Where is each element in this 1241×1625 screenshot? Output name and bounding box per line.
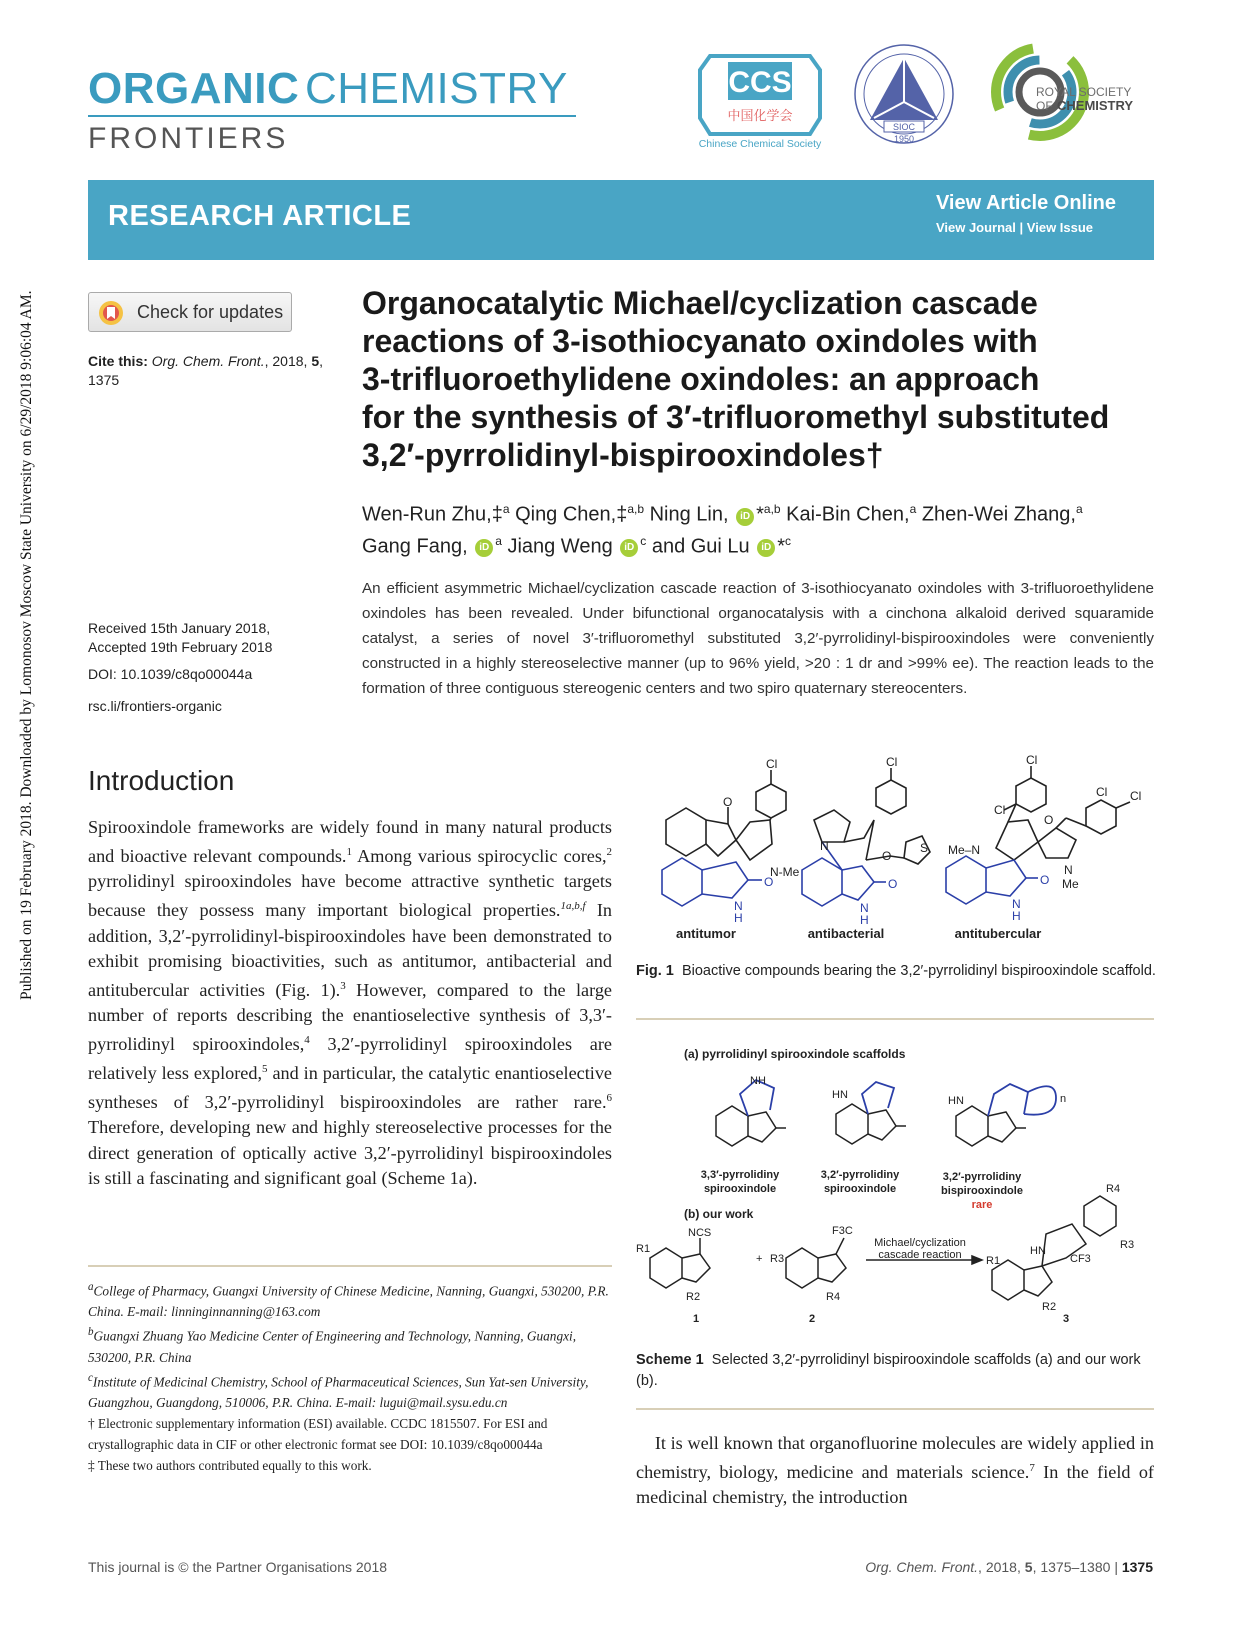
- view-article-online-link[interactable]: View Article Online: [935, 192, 1116, 214]
- title-line: Organocatalytic Michael/cyclization cascade: [362, 285, 1038, 321]
- atom-label: H: [1012, 909, 1021, 923]
- svg-text:3,2′-pyrrolidiny: 3,2′-pyrrolidiny: [820, 1169, 900, 1181]
- ref-link[interactable]: 5: [262, 1063, 268, 1076]
- compound-label: antibacterial: [807, 926, 885, 941]
- svg-text:HN: HN: [948, 1095, 964, 1107]
- svg-text:R4: R4: [826, 1291, 841, 1303]
- check-updates-button[interactable]: [88, 292, 292, 332]
- cite-label: Cite this:: [88, 353, 148, 369]
- body-paragraph: It is well known that organofluorine molecules are widely applied in chemistry, biology, medicine and materials science.$^7$ In the field of medicinal chemistry, the introduction: [636, 1433, 1155, 1508]
- atom-label: Cl: [766, 757, 778, 771]
- accepted-date: Accepted 19th February 2018: [88, 639, 273, 655]
- check-updates-label: Check for updates: [137, 302, 284, 322]
- journal-link[interactable]: rsc.li/frontiers-organic: [88, 698, 222, 714]
- svg-text:3,2′-pyrrolidiny: 3,2′-pyrrolidiny: [942, 1171, 1022, 1183]
- author-name[interactable]: Wen-Run Zhu,: [362, 503, 492, 526]
- svg-text:bispirooxindole: bispirooxindole: [941, 1185, 1023, 1197]
- masthead-rule: [88, 115, 576, 117]
- svg-text:n: n: [1060, 1093, 1067, 1105]
- title-line: for the synthesis of 3′-trifluoromethyl substituted: [362, 399, 1110, 435]
- atom-label: Cl: [994, 803, 1006, 817]
- svg-text:R2: R2: [686, 1291, 701, 1303]
- svg-text:spirooxindole: spirooxindole: [703, 1183, 777, 1195]
- atom-label: Cl: [1096, 785, 1108, 799]
- svg-text:R3: R3: [770, 1253, 785, 1265]
- title-line: 3,2′-pyrrolidinyl-bispirooxindoles†: [362, 437, 884, 473]
- doi[interactable]: DOI: 10.1039/c8qo00044a: [88, 666, 253, 682]
- scheme-part-a: (a) pyrrolidinyl spirooxindole scaffolds: [684, 1047, 906, 1061]
- atom-label: N: [820, 839, 829, 853]
- author-name[interactable]: Jiang Weng: [507, 535, 613, 558]
- svg-text:R4: R4: [1106, 1183, 1121, 1195]
- footnotes: [88, 1277, 612, 1476]
- page-number: 1375: [1121, 1559, 1153, 1575]
- orcid-icon[interactable]: iD: [620, 539, 638, 557]
- footer-copyright: This journal is © the Partner Organisations 2018: [88, 1559, 388, 1575]
- affiliation-b: $^b$Guangxi Zhuang Yao Medicine Center of Engineering and Technology, Nanning, Guangxi, 530200, P.R. China: [88, 1326, 577, 1365]
- journal-subtitle: FRONTIERS: [88, 122, 289, 155]
- scheme-part-b: (b) our work: [684, 1207, 754, 1221]
- scheme-1: [636, 1038, 1156, 1338]
- sioc-logo[interactable]: [852, 42, 956, 150]
- affiliation-a: $^a$College of Pharmacy, Guangxi University of Chinese Medicine, Nanning, Guangxi, 530200, P.R. China. E-mail: linninginnanning@163.com: [88, 1281, 609, 1320]
- journal-name-bold: ORGANIC: [88, 64, 300, 113]
- svg-text:R1: R1: [986, 1255, 1001, 1267]
- atom-label: Cl: [1026, 753, 1038, 767]
- title-line: reactions of 3-isothiocyanato oxindoles with: [362, 323, 1038, 359]
- figure-1-caption: Fig. 1 Bioactive compounds bearing the 3,2′-pyrrolidinyl bispirooxindole scaffold.: [636, 963, 1156, 979]
- equal-contribution-note: ‡ These two authors contributed equally to this work.: [88, 1458, 372, 1474]
- orcid-icon[interactable]: iD: [757, 539, 775, 557]
- sioc-label: SIOC: [892, 122, 916, 132]
- cite-journal: Org. Chem. Front.: [151, 353, 265, 369]
- arrow-label: Michael/cyclization: [874, 1237, 966, 1249]
- compound-label: antitumor: [676, 926, 736, 941]
- atom-label: O: [1040, 873, 1050, 887]
- journal-name-rest: CHEMISTRY: [305, 64, 568, 113]
- svg-text:3,3′-pyrrolidiny: 3,3′-pyrrolidiny: [700, 1169, 780, 1181]
- atom-label: O: [1044, 813, 1054, 827]
- rsc-line1: ROYAL SOCIETY: [1036, 85, 1132, 99]
- compound-number: 1: [692, 1313, 700, 1325]
- ref-link[interactable]: 1a,b,f: [560, 900, 586, 913]
- atom-label: N: [1012, 897, 1021, 911]
- atom-label: N: [860, 901, 869, 915]
- atom-label: N: [734, 899, 743, 913]
- atom-label: S: [920, 841, 929, 855]
- atom-label: Cl: [1130, 789, 1142, 803]
- svg-text:R1: R1: [636, 1243, 651, 1255]
- article-type: RESEARCH ARTICLE: [108, 200, 412, 232]
- atom-label: O: [882, 849, 892, 863]
- ref-link[interactable]: 3: [340, 979, 346, 992]
- affiliation-c: $^c$Institute of Medicinal Chemistry, School of Pharmaceutical Sciences, Sun Yat-sen University, Guangzhou, Guangdong, 510006, P.R. China. E-mail: lugui@mail.sysu.edu.cn: [88, 1371, 589, 1411]
- svg-text:R2: R2: [1042, 1301, 1057, 1313]
- compound-number: 2: [808, 1313, 816, 1325]
- atom-label: Me: [1062, 877, 1079, 891]
- article-banner: [88, 180, 1154, 260]
- arrow-label: cascade reaction: [878, 1249, 962, 1261]
- compound-number: 3: [1062, 1313, 1070, 1325]
- section-heading: Introduction: [88, 765, 235, 796]
- author-name[interactable]: Qing Chen,: [515, 503, 617, 526]
- orcid-icon[interactable]: iD: [475, 539, 493, 557]
- atom-label: O: [764, 875, 774, 889]
- svg-text:+: +: [756, 1253, 763, 1265]
- download-notice: Published on 19 February 2018. Downloaded by Lomonosov Moscow State University on 6/29/2018 9:06:04 AM.: [18, 290, 35, 1000]
- svg-text:spirooxindole: spirooxindole: [823, 1183, 897, 1195]
- received-date: Received 15th January 2018,: [88, 620, 271, 636]
- atom-label: N-Me: [770, 865, 800, 879]
- rare-label: rare: [971, 1199, 993, 1211]
- author-name[interactable]: and Gui Lu: [651, 535, 750, 558]
- article-title: [362, 284, 1152, 474]
- figure-1: [636, 753, 1156, 942]
- view-issue-link[interactable]: View Issue: [1026, 220, 1094, 235]
- footer-citation: Org. Chem. Front., 2018, 5, 1375–1380 | 1375: [865, 1559, 1153, 1575]
- ref-link[interactable]: 6: [606, 1092, 612, 1105]
- atom-label: O: [888, 877, 898, 891]
- citation: Cite this: Org. Chem. Front., 2018, 5, 1375: [88, 353, 323, 388]
- atom-label: O: [723, 795, 733, 809]
- caption-label: Scheme 1: [636, 1352, 704, 1368]
- svg-text:CF3: CF3: [1070, 1253, 1091, 1265]
- rsc-logo[interactable]: [990, 42, 1150, 147]
- ref-link[interactable]: 4: [304, 1033, 310, 1046]
- cite-year: 2018,: [272, 353, 308, 369]
- atom-label: N: [1064, 863, 1073, 877]
- figure-divider: [636, 1018, 1154, 1020]
- footnote-divider: [88, 1265, 612, 1267]
- orcid-icon[interactable]: iD: [736, 508, 754, 526]
- cite-volume: 5: [311, 353, 320, 369]
- ccs-logo-en: Chinese Chemical Society: [698, 138, 822, 150]
- caption-label: Fig. 1: [636, 963, 674, 979]
- scheme-divider: [636, 1408, 1154, 1410]
- author-name[interactable]: Kai-Bin Chen,: [786, 503, 910, 526]
- svg-text:NCS: NCS: [688, 1227, 712, 1239]
- cite-pages: 1375: [88, 372, 120, 388]
- view-journal-link[interactable]: View Journal: [935, 220, 1016, 235]
- ccs-logo-text: CCS: [728, 66, 792, 99]
- bookmark-icon: [97, 299, 125, 327]
- abstract: An efficient asymmetric Michael/cyclization cascade reaction of 3-isothiocyanato oxindoles with 3-trifluoroethylidene oxindoles has been revealed. Under bifunctional organocatalysis with a cinchona alkaloid derived squaramide catalyst, a series of novel 3′-trifluoromethyl substituted 3,2′-pyrrolidinyl-bispirooxindoles were conveniently constructed in a highly stereoselective manner (up to 96% yield, >20 : 1 dr and >99% ee). The reaction leads to the formation of three contiguous stereogenic centers and two spiro quaternary stereocenters.: [362, 580, 1154, 697]
- atom-label: Cl: [886, 755, 898, 769]
- atom-label: Me–N: [948, 843, 981, 857]
- rsc-line2: CHEMISTRY: [1057, 98, 1134, 113]
- sioc-year: 1950: [893, 134, 915, 144]
- svg-text:NH: NH: [750, 1075, 766, 1087]
- atom-label: H: [860, 913, 869, 927]
- author-name[interactable]: Gang Fang,: [362, 535, 468, 558]
- scheme-1-caption: Scheme 1 Selected 3,2′-pyrrolidinyl bispirooxindole scaffolds (a) and our work (b).: [636, 1352, 1141, 1389]
- atom-label: H: [734, 911, 743, 925]
- ref-link[interactable]: 1: [346, 846, 352, 859]
- svg-text:F3C: F3C: [832, 1225, 853, 1237]
- ref-link[interactable]: 2: [606, 846, 612, 859]
- link-separator: |: [1019, 220, 1024, 235]
- ccs-logo[interactable]: [690, 40, 830, 152]
- svg-text:HN: HN: [1030, 1245, 1046, 1257]
- intro-paragraph: Spirooxindole frameworks are widely found in many natural products and bioactive relevant compounds.$^1$ Among various spirocyclic cores,$^2$ pyrrolidinyl spirooxindoles have become attractive synthetic targets because they possess many important biological properties.$^{1a,b,f}$ In addition, 3,2′-pyrrolidinyl-bispirooxindoles have been demonstrated to exhibit promising bioactivities, such as antitumor, antibacterial and antitubercular activities (Fig. 1).$^3$ However, compared to the large number of reports describing the enantioselective synthesis of 3,3′-pyrrolidinyl spirooxindoles,$^4$ 3,2′-pyrrolidinyl spirooxindoles are relatively less explored,$^5$ and in particular, the catalytic enantioselective syntheses of 3,2′-pyrrolidinyl bispirooxindoles are rather rare.$^6$ Therefore, developing new and highly stereoselective processes for the direct generation of optically active 3,2′-pyrrolidinyl bispirooxindoles is still a fascinating and significant goal (Scheme 1a).: [88, 817, 612, 1188]
- author-name[interactable]: Ning Lin,: [649, 503, 729, 526]
- esi-note: † Electronic supplementary information (ESI) available. CCDC 1815507. For ESI and crystallographic data in CIF or other electronic format see DOI: 10.1039/c8qo00044a: [88, 1416, 548, 1453]
- rsc-of: OF: [1036, 99, 1053, 113]
- title-line: 3-trifluoroethylidene oxindoles: an approach: [362, 361, 1040, 397]
- ccs-logo-cn: 中国化学会: [727, 108, 793, 123]
- compound-label: antitubercular: [954, 926, 1042, 941]
- ref-link[interactable]: 7: [1029, 1462, 1035, 1475]
- svg-text:HN: HN: [832, 1089, 848, 1101]
- banner-links: [936, 192, 1116, 235]
- author-name[interactable]: Zhen-Wei Zhang,: [921, 503, 1076, 526]
- svg-text:R3: R3: [1120, 1239, 1135, 1251]
- author-list: Wen-Run Zhu,‡$^a$ Qing Chen,‡$^{a,b}$ Ning Lin, iD *$^{a,b}$ Kai-Bin Chen,$^a$ Zhen-Wei Zhang,$^a$ Gang Fang, $iD^a$ Jiang Weng $iD^c$ and Gui Lu iD *$^c$: [362, 502, 1083, 558]
